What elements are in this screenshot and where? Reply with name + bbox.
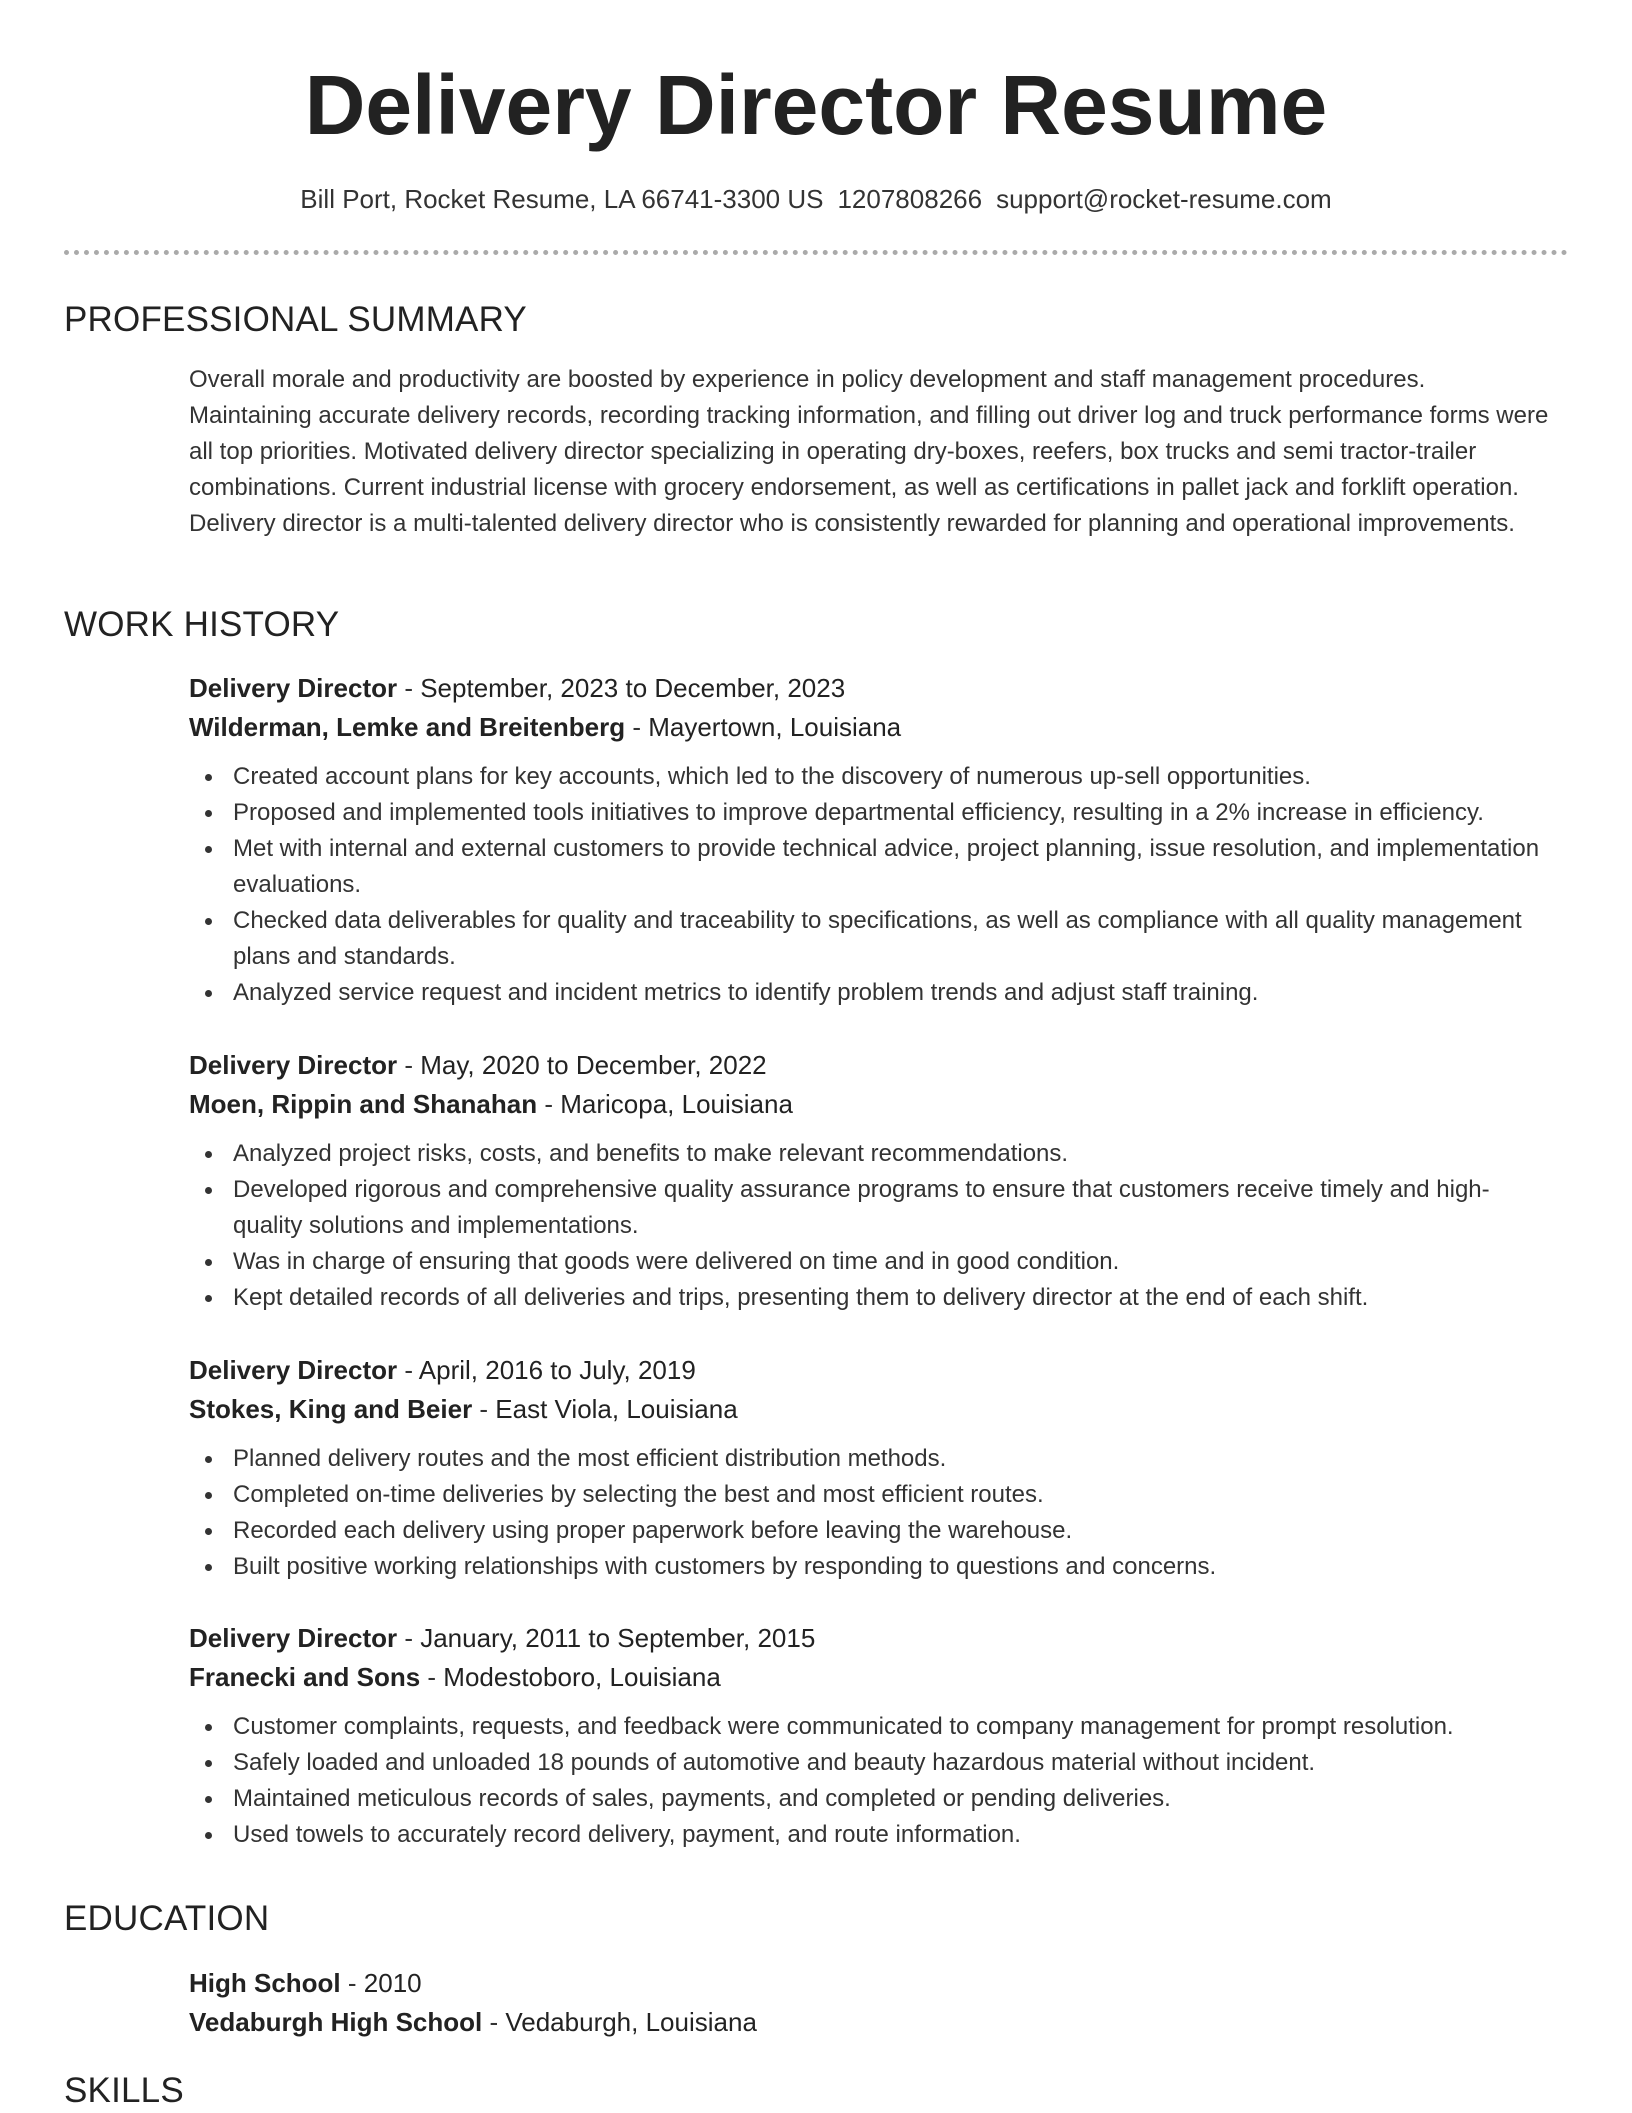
job-title-line: Delivery Director - September, 2023 to December, 2023 [189, 673, 846, 703]
job-title-line: Delivery Director - April, 2016 to July, 2019 [189, 1355, 696, 1385]
education-degree: High School [189, 1968, 341, 1998]
job-title: Delivery Director [189, 1623, 398, 1653]
job-company: Moen, Rippin and Shanahan [189, 1089, 538, 1119]
list-item: Analyzed service request and incident metrics to identify problem trends and adjust staff training. [233, 975, 1549, 1011]
list-item: Maintained meticulous records of sales, payments, and completed or pending deliveries. [233, 1781, 1549, 1817]
header-divider [64, 250, 1568, 255]
education-year: 2010 [363, 1968, 422, 1998]
job-company: Franecki and Sons [189, 1662, 421, 1692]
list-item: Met with internal and external customers to provide technical advice, project planning, issue resolution, and implementation evaluations. [233, 831, 1549, 903]
job-company: Wilderman, Lemke and Breitenberg [189, 712, 626, 742]
education-school-line: Vedaburgh High School - Vedaburgh, Louisiana [189, 2007, 757, 2037]
education-location: Vedaburgh, Louisiana [505, 2007, 757, 2037]
list-item: Created account plans for key accounts, which led to the discovery of numerous up-sell opportunities. [233, 759, 1549, 795]
list-item: Checked data deliverables for quality and traceability to specifications, as well as compliance with all quality management plans and standards. [233, 903, 1549, 975]
job-company-line: Stokes, King and Beier - East Viola, Louisiana [189, 1394, 738, 1424]
job-company-line: Wilderman, Lemke and Breitenberg - Mayertown, Louisiana [189, 712, 902, 742]
job-entry [189, 1619, 1549, 1853]
job-dates: May, 2020 to December, 2022 [420, 1050, 767, 1080]
job-dates: April, 2016 to July, 2019 [418, 1355, 696, 1385]
job-company: Stokes, King and Beier [189, 1394, 473, 1424]
list-item: Built positive working relationships with customers by responding to questions and concerns. [233, 1549, 1549, 1585]
contact-email[interactable]: support@rocket-resume.com [996, 184, 1332, 214]
job-dates: January, 2011 to September, 2015 [420, 1623, 816, 1653]
job-company-line: Moen, Rippin and Shanahan - Maricopa, Louisiana [189, 1089, 793, 1119]
job-location: East Viola, Louisiana [495, 1394, 738, 1424]
job-entry [189, 669, 1549, 1011]
contact-address: Bill Port, Rocket Resume, LA 66741-3300 US [300, 184, 824, 214]
education-school: Vedaburgh High School [189, 2007, 483, 2037]
list-item: Used towels to accurately record delivery, payment, and route information. [233, 1817, 1549, 1853]
job-dates: September, 2023 to December, 2023 [420, 673, 846, 703]
page-title: Delivery Director Resume [304, 58, 1328, 152]
job-bullet-list [189, 1136, 1549, 1316]
job-entry [189, 1046, 1549, 1316]
section-title-education: EDUCATION [64, 1899, 270, 1938]
job-location: Modestoboro, Louisiana [443, 1662, 721, 1692]
contact-phone[interactable]: 1207808266 [837, 184, 983, 214]
job-title: Delivery Director [189, 1050, 398, 1080]
list-item: Customer complaints, requests, and feedback were communicated to company management for prompt resolution. [233, 1709, 1549, 1745]
section-title-work-history: WORK HISTORY [64, 605, 340, 644]
list-item: Analyzed project risks, costs, and benefits to make relevant recommendations. [233, 1136, 1549, 1172]
job-title: Delivery Director [189, 1355, 398, 1385]
section-title-summary: PROFESSIONAL SUMMARY [64, 300, 527, 339]
job-entry [189, 1351, 1549, 1585]
job-bullet-list [189, 1709, 1549, 1853]
job-bullet-list [189, 759, 1549, 1011]
job-location: Maricopa, Louisiana [560, 1089, 793, 1119]
summary-text: Overall morale and productivity are boosted by experience in policy development and staff management procedures. Maintaining accurate delivery records, recording tracking information, and filling out driver log and truck performance forms were all top priorities. Motivated delivery director specializing in operating dry-boxes, reefers, box trucks and semi tractor-trailer combinations. Current industrial license with grocery endorsement, as well as certifications in pallet jack and forklift operation. Delivery director is a multi-talented delivery director who is consistently rewarded for planning and operational improvements. [189, 366, 1549, 537]
education-degree-line: High School - 2010 [189, 1968, 422, 1998]
job-title-line: Delivery Director - January, 2011 to September, 2015 [189, 1623, 816, 1653]
section-title-skills: SKILLS [64, 2071, 184, 2110]
job-location: Mayertown, Louisiana [648, 712, 902, 742]
education-entry [189, 1964, 1549, 2042]
list-item: Was in charge of ensuring that goods were delivered on time and in good condition. [233, 1244, 1549, 1280]
job-title-line: Delivery Director - May, 2020 to December, 2022 [189, 1050, 767, 1080]
job-company-line: Franecki and Sons - Modestoboro, Louisiana [189, 1662, 721, 1692]
job-title: Delivery Director [189, 673, 398, 703]
list-item: Completed on-time deliveries by selecting the best and most efficient routes. [233, 1477, 1549, 1513]
list-item: Planned delivery routes and the most efficient distribution methods. [233, 1441, 1549, 1477]
list-item: Developed rigorous and comprehensive quality assurance programs to ensure that customers receive timely and high-quality solutions and implementations. [233, 1172, 1549, 1244]
list-item: Safely loaded and unloaded 18 pounds of automotive and beauty hazardous material without incident. [233, 1745, 1549, 1781]
list-item: Proposed and implemented tools initiatives to improve departmental efficiency, resulting in a 2% increase in efficiency. [233, 795, 1549, 831]
job-bullet-list [189, 1441, 1549, 1585]
list-item: Recorded each delivery using proper paperwork before leaving the warehouse. [233, 1513, 1549, 1549]
contact-line [0, 181, 1632, 217]
list-item: Kept detailed records of all deliveries and trips, presenting them to delivery director at the end of each shift. [233, 1280, 1549, 1316]
